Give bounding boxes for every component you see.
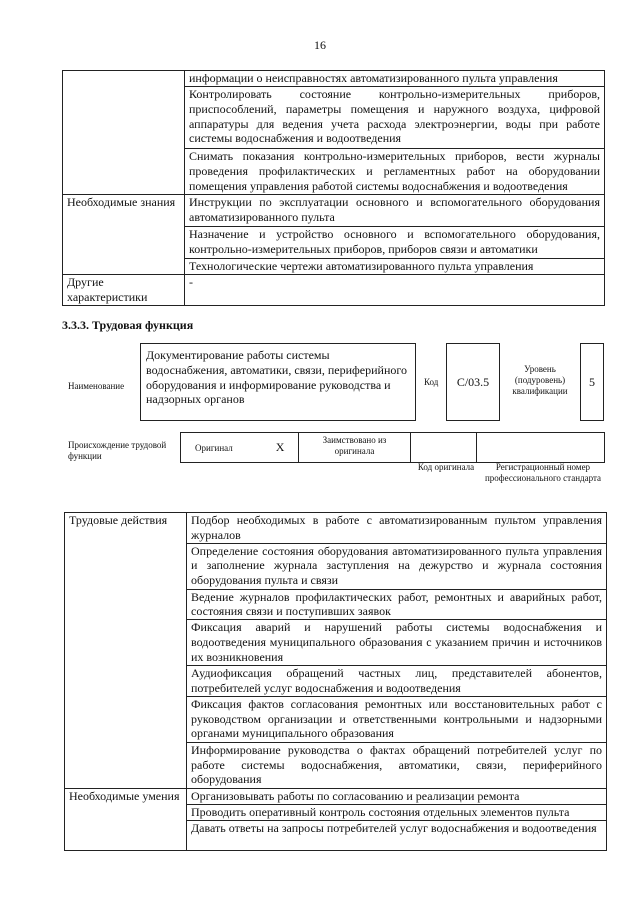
table-row [65,788,607,804]
list-item: Проводить оперативный контроль состояния отдельных элементов пульта [187,804,607,820]
name-value-box [140,343,416,421]
page-number: 16 [314,38,326,52]
top-table [62,70,605,306]
level-value: 5 [589,375,595,389]
row-label: Необходимые умения [65,788,187,850]
code-original-cell [411,433,477,463]
code-box [446,343,500,421]
original-cell [181,433,299,463]
original-mark: X [275,439,285,454]
table-row [63,275,605,306]
row-label: Трудовые действия [65,513,187,789]
list-item: Аудиофиксация обращений частных лиц, представителей абонентов, потребителей услуг водоснабжения и водоотведения [187,666,607,697]
row-label [63,71,185,195]
list-item: Подбор необходимых в работе с автоматизированным пультом управления журналов [187,513,607,544]
list-item: Фиксация фактов согласования ремонтных или восстановительных работ с руководством организации и ответственными контрольными и надзорными органами муниципального образования [187,696,607,742]
list-item: Фиксация аварий и нарушений работы системы водоснабжения и водоотведения муниципального образования с указанием причин и источников их возникновения [187,620,607,666]
reg-number-label: Регистрационный номер профессионального стандарта [484,462,602,483]
table-row [63,195,605,227]
section-title: 3.3.3. Трудовая функция [62,318,194,332]
list-item: Ведение журналов профилактических работ, ремонтных и аварийных работ, состояния связи и поступивших заявок [187,589,607,620]
level-label: Уровень (подуровень) квалификации [512,364,568,396]
code-label: Код [424,377,439,387]
level-box [580,343,604,421]
original-label: Оригинал [195,442,233,453]
list-item: Инструкции по эксплуатации основного и вспомогательного оборудования автоматизированного пульта [185,195,605,227]
name-value: Документирование работы системы водоснабжения, автоматики, связи, периферийного оборудования и информирование руководства и надзорных органов [146,348,408,407]
origin-label: Происхождение трудовой функции [68,440,167,461]
list-item: Назначение и устройство основного и вспомогательного оборудования, контрольно-измерительных приборов, приборов связи и автоматики [185,227,605,259]
table-row [63,71,605,87]
name-label: Наименование [68,381,125,391]
row-label: Необходимые знания [63,195,185,275]
code-original-label: Код оригинала [417,462,475,472]
list-item: Технологические чертежи автоматизированного пульта управления [185,259,605,275]
borrowed-label: Заимствовано из оригинала [322,435,387,456]
list-item: Определение состояния оборудования автоматизированного пульта управления и заполнение журнала заступления на дежурство и журнала состояния оборудования пульта и связи [187,543,607,589]
reg-number-cell [477,433,605,463]
list-item: Давать ответы на запросы потребителей услуг водоснабжения и водоотведения [187,820,607,850]
bottom-table [64,512,607,851]
code-value: С/03.5 [456,375,490,389]
table-row [65,513,607,544]
list-item: Снимать показания контрольно-измерительных приборов, вести журналы проведения профилактических и регламентных работ на оборудовании помещения управления работой системы водоснабжения и водоотведения [185,149,605,195]
list-item: Организовывать работы по согласованию и реализации ремонта [187,788,607,804]
origin-table [180,432,605,463]
row-label: Другие характеристики [63,275,185,306]
list-item: Контролировать состояние контрольно-измерительных приборов, приспособлений, параметры помещения и наружного воздуха, цифровой аппаратуры для ведения учета расхода электроэнергии, воды при работе системы водоснабжения и водоотведения [185,87,605,149]
list-item: - [185,275,605,306]
list-item: Информирование руководства о фактах обращений потребителей услуг по работе системы водоснабжения, автоматики, связи, периферийного оборудования [187,742,607,788]
borrowed-cell [299,433,411,463]
list-item: информации о неисправностях автоматизированного пульта управления [185,71,605,87]
